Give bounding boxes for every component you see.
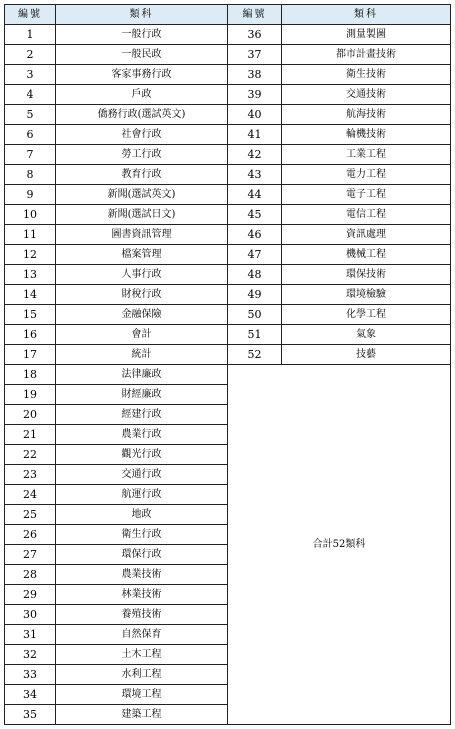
table-row: [5, 325, 451, 345]
row-number: 26: [5, 525, 56, 545]
category-name: 衛生行政: [56, 525, 228, 545]
row-number: 51: [228, 325, 282, 345]
row-number: 49: [228, 285, 282, 305]
row-number: 36: [228, 25, 282, 45]
category-name: 環境工程: [56, 685, 228, 705]
category-name: 測量製圖: [282, 25, 451, 45]
total-cell: 合計52類科: [228, 365, 451, 725]
row-number: 25: [5, 505, 56, 525]
category-name: 航海技術: [282, 105, 451, 125]
row-number: 32: [5, 645, 56, 665]
row-number: 13: [5, 265, 56, 285]
category-name: 交通行政: [56, 465, 228, 485]
row-number: 28: [5, 565, 56, 585]
row-number: 48: [228, 265, 282, 285]
table-row: [5, 205, 451, 225]
category-name: 檔案管理: [56, 245, 228, 265]
row-number: 31: [5, 625, 56, 645]
row-number: 20: [5, 405, 56, 425]
row-number: 14: [5, 285, 56, 305]
table-row: [5, 45, 451, 65]
row-number: 22: [5, 445, 56, 465]
category-name: 一般行政: [56, 25, 228, 45]
row-number: 38: [228, 65, 282, 85]
category-name: 經建行政: [56, 405, 228, 425]
category-name: 財經廉政: [56, 385, 228, 405]
category-name: 財稅行政: [56, 285, 228, 305]
category-name: 技藝: [282, 345, 451, 365]
row-number: 17: [5, 345, 56, 365]
row-number: 11: [5, 225, 56, 245]
category-name: 農業行政: [56, 425, 228, 445]
row-number: 39: [228, 85, 282, 105]
category-name: 氣象: [282, 325, 451, 345]
table-row: [5, 85, 451, 105]
table-row: [5, 305, 451, 325]
table-row: [5, 65, 451, 85]
table-row: [5, 345, 451, 365]
table-row: [5, 245, 451, 265]
category-name: 自然保育: [56, 625, 228, 645]
category-name: 新聞(選試日文): [56, 205, 228, 225]
category-name: 新聞(選試英文): [56, 185, 228, 205]
table-row: [5, 165, 451, 185]
category-name: 社會行政: [56, 125, 228, 145]
row-number: 10: [5, 205, 56, 225]
row-number: 16: [5, 325, 56, 345]
row-number: 45: [228, 205, 282, 225]
category-name: 電子工程: [282, 185, 451, 205]
category-name: 衛生技術: [282, 65, 451, 85]
row-number: 34: [5, 685, 56, 705]
category-name: 金融保險: [56, 305, 228, 325]
row-number: 3: [5, 65, 56, 85]
row-number: 5: [5, 105, 56, 125]
row-number: 30: [5, 605, 56, 625]
table-row: [5, 265, 451, 285]
category-name: 人事行政: [56, 265, 228, 285]
category-name: 一般民政: [56, 45, 228, 65]
row-number: 23: [5, 465, 56, 485]
row-number: 12: [5, 245, 56, 265]
row-number: 44: [228, 185, 282, 205]
category-name: 法律廉政: [56, 365, 228, 385]
category-name: 輪機技術: [282, 125, 451, 145]
category-name: 觀光行政: [56, 445, 228, 465]
row-number: 19: [5, 385, 56, 405]
category-name: 機械工程: [282, 245, 451, 265]
category-name: 林業技術: [56, 585, 228, 605]
row-number: 9: [5, 185, 56, 205]
row-number: 7: [5, 145, 56, 165]
category-name: 交通技術: [282, 85, 451, 105]
category-name: 環保行政: [56, 545, 228, 565]
category-name: 圖書資訊管理: [56, 225, 228, 245]
table-body: [5, 25, 451, 725]
header-category-right: 類科: [282, 5, 451, 25]
row-number: 40: [228, 105, 282, 125]
row-number: 15: [5, 305, 56, 325]
row-number: 46: [228, 225, 282, 245]
category-name: 水利工程: [56, 665, 228, 685]
category-name: 化學工程: [282, 305, 451, 325]
category-name: 會計: [56, 325, 228, 345]
category-name: 僑務行政(選試英文): [56, 105, 228, 125]
category-table: [4, 4, 451, 725]
row-number: 41: [228, 125, 282, 145]
row-number: 33: [5, 665, 56, 685]
row-number: 6: [5, 125, 56, 145]
table-row: [5, 365, 451, 385]
row-number: 37: [228, 45, 282, 65]
table-row: [5, 285, 451, 305]
category-name: 戶政: [56, 85, 228, 105]
row-number: 47: [228, 245, 282, 265]
table-row: [5, 185, 451, 205]
table-row: [5, 145, 451, 165]
row-number: 43: [228, 165, 282, 185]
row-number: 18: [5, 365, 56, 385]
category-name: 土木工程: [56, 645, 228, 665]
table-row: [5, 25, 451, 45]
category-name: 環境檢驗: [282, 285, 451, 305]
category-name: 統計: [56, 345, 228, 365]
table-row: [5, 225, 451, 245]
row-number: 4: [5, 85, 56, 105]
row-number: 27: [5, 545, 56, 565]
header-row: [5, 5, 451, 25]
category-name: 都市計畫技術: [282, 45, 451, 65]
category-name: 教育行政: [56, 165, 228, 185]
header-no-left: 編號: [5, 5, 56, 25]
category-name: 地政: [56, 505, 228, 525]
row-number: 24: [5, 485, 56, 505]
category-name: 勞工行政: [56, 145, 228, 165]
table-row: [5, 125, 451, 145]
category-name: 航運行政: [56, 485, 228, 505]
row-number: 21: [5, 425, 56, 445]
header-no-right: 編號: [228, 5, 282, 25]
category-name: 資訊處理: [282, 225, 451, 245]
header-category-left: 類科: [56, 5, 228, 25]
category-name: 電力工程: [282, 165, 451, 185]
row-number: 52: [228, 345, 282, 365]
category-name: 養殖技術: [56, 605, 228, 625]
category-name: 建築工程: [56, 705, 228, 725]
row-number: 35: [5, 705, 56, 725]
category-name: 客家事務行政: [56, 65, 228, 85]
row-number: 1: [5, 25, 56, 45]
category-name: 環保技術: [282, 265, 451, 285]
table-row: [5, 105, 451, 125]
category-name: 電信工程: [282, 205, 451, 225]
row-number: 50: [228, 305, 282, 325]
category-name: 農業技術: [56, 565, 228, 585]
row-number: 8: [5, 165, 56, 185]
category-name: 工業工程: [282, 145, 451, 165]
row-number: 29: [5, 585, 56, 605]
row-number: 42: [228, 145, 282, 165]
row-number: 2: [5, 45, 56, 65]
